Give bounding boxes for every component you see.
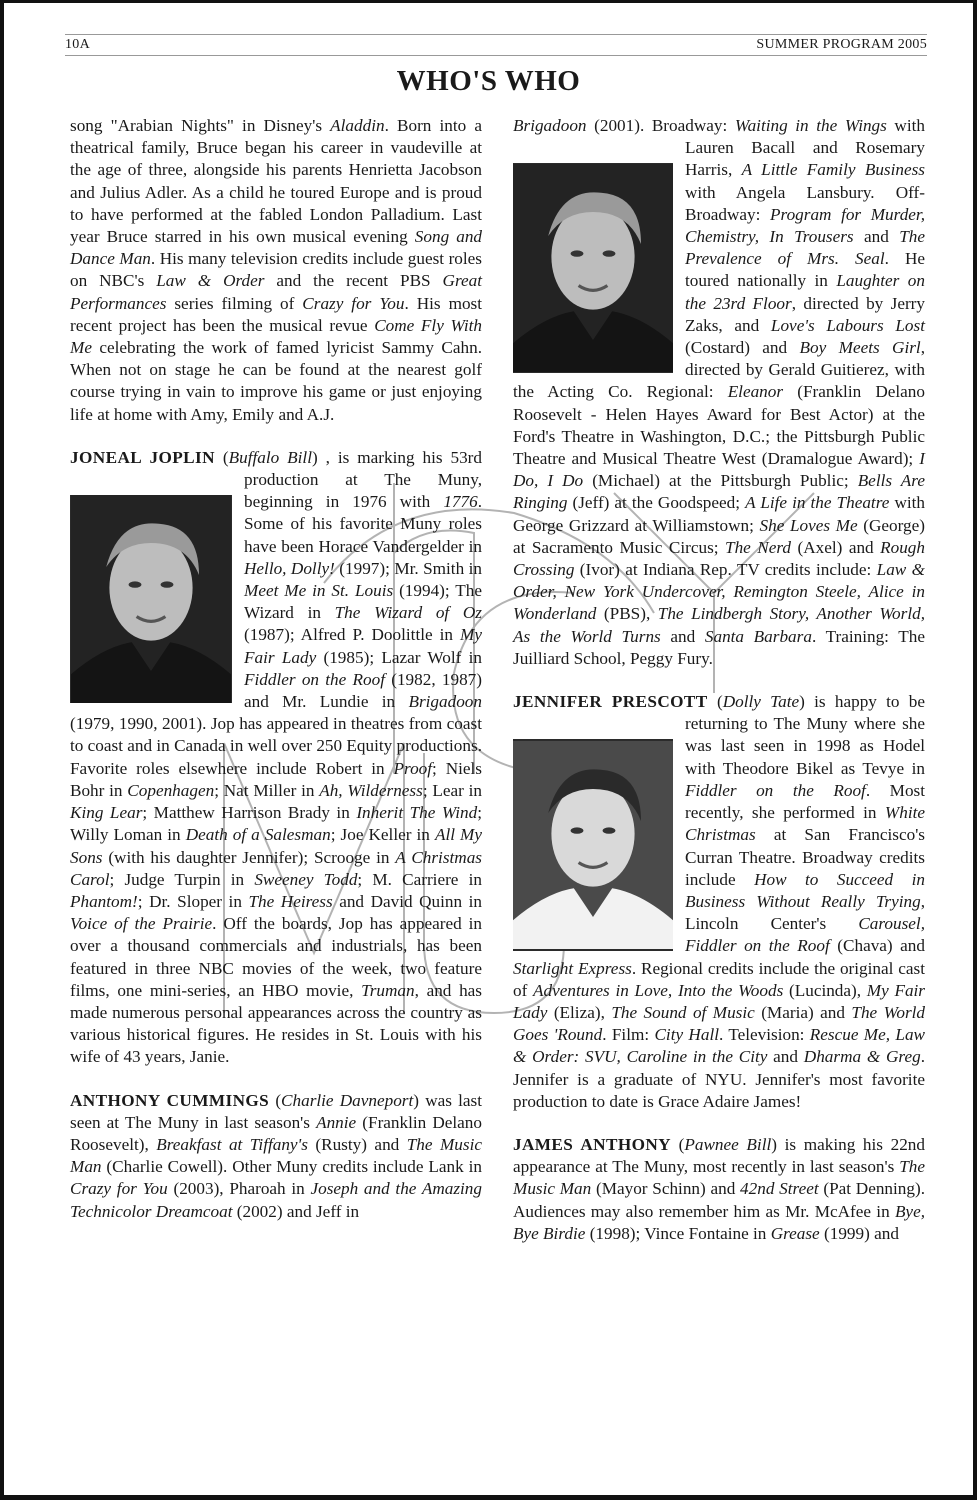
- title-italic: Great Performances: [70, 271, 483, 313]
- title-italic: All My Sons: [70, 825, 483, 867]
- title-italic: Breakfast at Tiffany's: [156, 1134, 308, 1154]
- title-italic: Adventures in Love, Into the Woods: [533, 980, 784, 1000]
- title-italic: 1776: [443, 492, 478, 512]
- bio-continued-bruce-adler: song "Arabian Nights" in Disney's Aladdin. Born into a theatrical family, Bruce began his career in vaudeville at the age of three, alongside his parents Henrietta Jacobson and Julius Adler. As a child he toured Europe and is proud to have performed at the fabled London Palladium. Last year Bruce starred in his own musical evening Song and Dance Man. His many television credits include guest roles on NBC's Law & Order and the recent PBS Great Performances series filming of Crazy for You. His most recent project has been the musical revue Come Fly With Me celebrating the work of famed lyricist Sammy Cahn. When not on stage he can be found at the nearest golf course trying in vain to improve his game or just enjoying life at home with Amy, Emily and A.J.: [70, 116, 483, 424]
- title-italic: Fiddler on the Roof: [685, 780, 866, 800]
- title-italic: Phantom!: [70, 891, 138, 911]
- bio-james-anthony: JAMES ANTHONY (Pawnee Bill) is making his 22nd appearance at The Muny, most recently in last season's The Music Man (Mayor Schinn) and 42nd Street (Pat Denning). Audiences may also remember him as Mr. McAfee in Bye, Bye Birdie (1998); Vince Fontaine in Grease (1999) and: [513, 1134, 925, 1243]
- title-italic: Proof: [393, 758, 433, 778]
- title-italic: Brigadoon: [408, 692, 482, 712]
- title-italic: My Fair Lady: [244, 625, 482, 667]
- section-title: WHO'S WHO: [396, 65, 581, 97]
- title-italic: Boy Meets Girl: [799, 338, 921, 358]
- left-column: [70, 115, 482, 1223]
- title-italic: Aladdin: [330, 116, 385, 135]
- title-italic: Rescue Me, Law & Order: SVU, Caroline in the City: [513, 1025, 925, 1067]
- title-italic: Law & Order, New York Undercover, Remington Steele, Alice in Wonderland: [513, 560, 925, 624]
- page-number: 10A: [65, 37, 91, 52]
- jennifer-prescott-headshot: [513, 739, 673, 951]
- role-name: Charlie Davneport: [281, 1090, 414, 1110]
- performer-name: JAMES ANTHONY: [513, 1134, 671, 1154]
- title-italic: Truman: [361, 980, 415, 1000]
- title-italic: Grease: [770, 1223, 820, 1243]
- program-title: SUMMER PROGRAM 2005: [756, 37, 927, 52]
- running-header: [65, 34, 927, 56]
- title-italic: She Loves Me: [759, 515, 858, 535]
- title-italic: Love's Labours Lost: [770, 315, 925, 335]
- title-italic: The Music Man: [70, 1134, 482, 1177]
- title-italic: Annie: [316, 1112, 357, 1132]
- title-italic: Laughter on the 23rd Floor: [685, 271, 925, 313]
- bio-continued-anthony-cummings: Brigadoon (2001). Broadway: Waiting in the Wings with Lauren Bacall and Rosemary Harris, A Little Family Business with Angela Lansbury. Off-Broadway: Program for Murder, Chemistry, In Trousers and The Prevalence of Mrs. Seal. He toured nationally in Laughter on the 23rd Floor, directed by Jerry Zaks, and Love's Labours Lost (Costard) and Boy Meets Girl, directed by Gerald Guitierez, with the Acting Co. Regional: Eleanor (Franklin Delano Roosevelt - Helen Hayes Award for Best Actor) at the Ford's Theatre in Washington, D.C.; the Pittsburgh Public Theatre and Musical Theatre West (Dramalogue Award); I Do, I Do (Michael) at the Pittsburgh Public; Bells Are Ringing (Jeff) at the Goodspeed; A Life in the Theatre with George Grizzard at Williamstown; She Loves Me (George) at Sacramento Music Circus; The Nerd (Axel) and Rough Crossing (Ivor) at Indiana Rep. TV credits include: Law & Order, New York Undercover, Remington Steele, Alice in Wonderland (PBS), The Lindbergh Story, Another World, As the World Turns and Santa Barbara. Training: The Juilliard School, Peggy Fury.: [513, 116, 926, 668]
- anthony-cummings-headshot: [513, 163, 673, 373]
- title-italic: Song and Dance Man: [70, 227, 482, 269]
- title-italic: My Fair Lady: [513, 980, 925, 1022]
- title-italic: The Sound of Music: [611, 1002, 755, 1022]
- title-italic: Sweeney Todd: [254, 869, 358, 889]
- title-italic: White Christmas: [685, 803, 925, 845]
- title-italic: Hello, Dolly!: [244, 558, 335, 578]
- role-name: Dolly Tate: [722, 692, 800, 712]
- title-italic: Fiddler on the Roof: [244, 669, 385, 689]
- title-italic: Come Fly With Me: [70, 315, 482, 358]
- title-italic: The World Goes 'Round: [513, 1002, 926, 1045]
- performer-name: ANTHONY CUMMINGS: [70, 1090, 270, 1110]
- title-italic: Joseph and the Amazing Technicolor Dreamcoat: [70, 1179, 482, 1221]
- title-italic: Ah, Wilderness: [319, 780, 423, 800]
- title-italic: The Wizard of Oz: [334, 603, 482, 623]
- title-italic: Bells Are Ringing: [513, 471, 925, 513]
- title-italic: Program for Murder, Chemistry, In Trousers: [685, 204, 925, 247]
- title-italic: Law & Order: [156, 271, 265, 291]
- title-italic: Voice of the Prairie: [70, 914, 213, 934]
- title-italic: 42nd Street: [740, 1179, 819, 1199]
- bio-anthony-cummings: ANTHONY CUMMINGS (Charlie Davneport) was last seen at The Muny in last season's Annie (Franklin Delano Roosevelt), Breakfast at Tiffany's (Rusty) and The Music Man (Charlie Cowell). Other Muny credits include Lank in Crazy for You (2003), Pharoah in Joseph and the Amazing Technicolor Dreamcoat (2002) and Jeff in: [70, 1090, 483, 1221]
- title-italic: Inherit The Wind: [356, 803, 478, 823]
- title-italic: The Lindbergh Story, Another World, As the World Turns: [513, 604, 926, 646]
- title-italic: A Life in the Theatre: [745, 493, 890, 513]
- title-italic: The Music Man: [513, 1157, 925, 1199]
- title-italic: Death of a Salesman: [185, 825, 331, 845]
- title-italic: Brigadoon: [513, 116, 587, 135]
- joneal-joplin-headshot: [70, 495, 232, 703]
- title-italic: Santa Barbara: [704, 626, 812, 646]
- title-italic: Bye, Bye Birdie: [513, 1201, 925, 1243]
- title-italic: How to Succeed in Business Without Really Trying: [685, 869, 925, 911]
- title-italic: City Hall: [654, 1025, 719, 1045]
- title-italic: The Prevalence of Mrs. Seal: [685, 227, 925, 269]
- title-italic: A Little Family Business: [741, 160, 925, 180]
- title-italic: Crazy for You: [70, 1179, 168, 1199]
- title-italic: Copenhagen: [127, 780, 215, 800]
- performer-name: JENNIFER PRESCOTT: [513, 692, 708, 712]
- title-italic: Waiting in the Wings: [734, 116, 887, 135]
- title-italic: I Do, I Do: [513, 449, 925, 491]
- title-italic: Crazy for You: [302, 293, 405, 313]
- title-italic: The Nerd: [725, 537, 792, 557]
- title-italic: Eleanor: [727, 382, 784, 402]
- bio-joneal-joplin: JONEAL JOPLIN (Buffalo Bill) , is marking his 53rd production at The Muny, beginning in 1976 with 1776. Some of his favorite Muny roles have been Horace Vandergelder in Hello, Dolly! (1997); Mr. Smith in Meet Me in St. Louis (1994); The Wizard in The Wizard of Oz (1987); Alfred P. Doolittle in My Fair Lady (1985); Lazar Wolf in Fiddler on the Roof (1982, 1987) and Mr. Lundie in Brigadoon (1979, 1990, 2001). Jop has appeared in theatres from coast to coast and in Canada in well over 250 Equity productions. Favorite roles elsewhere include Robert in Proof; Niels Bohr in Copenhagen; Nat Miller in Ah, Wilderness; Lear in King Lear; Matthew Harrison Brady in Inherit The Wind; Willy Loman in Death of a Salesman; Joe Keller in All My Sons (with his daughter Jennifer); Scrooge in A Christmas Carol; Judge Turpin in Sweeney Todd; M. Carriere in Phantom!; Dr. Sloper in The Heiress and David Quinn in Voice of the Prairie. Off the boards, Jop has appeared in over a thousand commercials and industrials, has been featured in three NBC movies of the week, two feature films, one mini-series, an HBO movie, Truman, and has made numerous personal appearances across the country as various historical figures. He resides in St. Louis with his wife of 43 years, Janie.: [70, 447, 483, 1067]
- title-italic: Meet Me in St. Louis: [244, 581, 394, 601]
- title-italic: King Lear: [70, 803, 143, 823]
- title-italic: Starlight Express: [513, 958, 632, 978]
- title-italic: Rough Crossing: [513, 537, 925, 580]
- title-italic: Carousel, Fiddler on the Roof: [685, 914, 925, 956]
- performer-name: JONEAL JOPLIN: [70, 447, 215, 467]
- title-italic: Dharma & Greg: [803, 1047, 921, 1067]
- title-italic: The Heiress: [248, 891, 333, 911]
- role-name: Buffalo Bill: [228, 447, 312, 467]
- right-column: [513, 115, 925, 1245]
- bio-jennifer-prescott: JENNIFER PRESCOTT (Dolly Tate) is happy to be returning to The Muny where she was last seen in 1998 as Hodel with Theodore Bikel as Tevye in Fiddler on the Roof. Most recently, she performed in White Christmas at San Francisco's Curran Theatre. Broadway credits include How to Succeed in Business Without Really Trying, Lincoln Center's Carousel, Fiddler on the Roof (Chava) and Starlight Express. Regional credits include the original cast of Adventures in Love, Into the Woods (Lucinda), My Fair Lady (Eliza), The Sound of Music (Maria) and The World Goes 'Round. Film: City Hall. Television: Rescue Me, Law & Order: SVU, Caroline in the City and Dharma & Greg. Jennifer is a graduate of NYU. Jennifer's most favorite production to date is Grace Adaire James!: [513, 692, 926, 1111]
- title-italic: A Christmas Carol: [70, 847, 482, 889]
- role-name: Pawnee Bill: [684, 1134, 772, 1154]
